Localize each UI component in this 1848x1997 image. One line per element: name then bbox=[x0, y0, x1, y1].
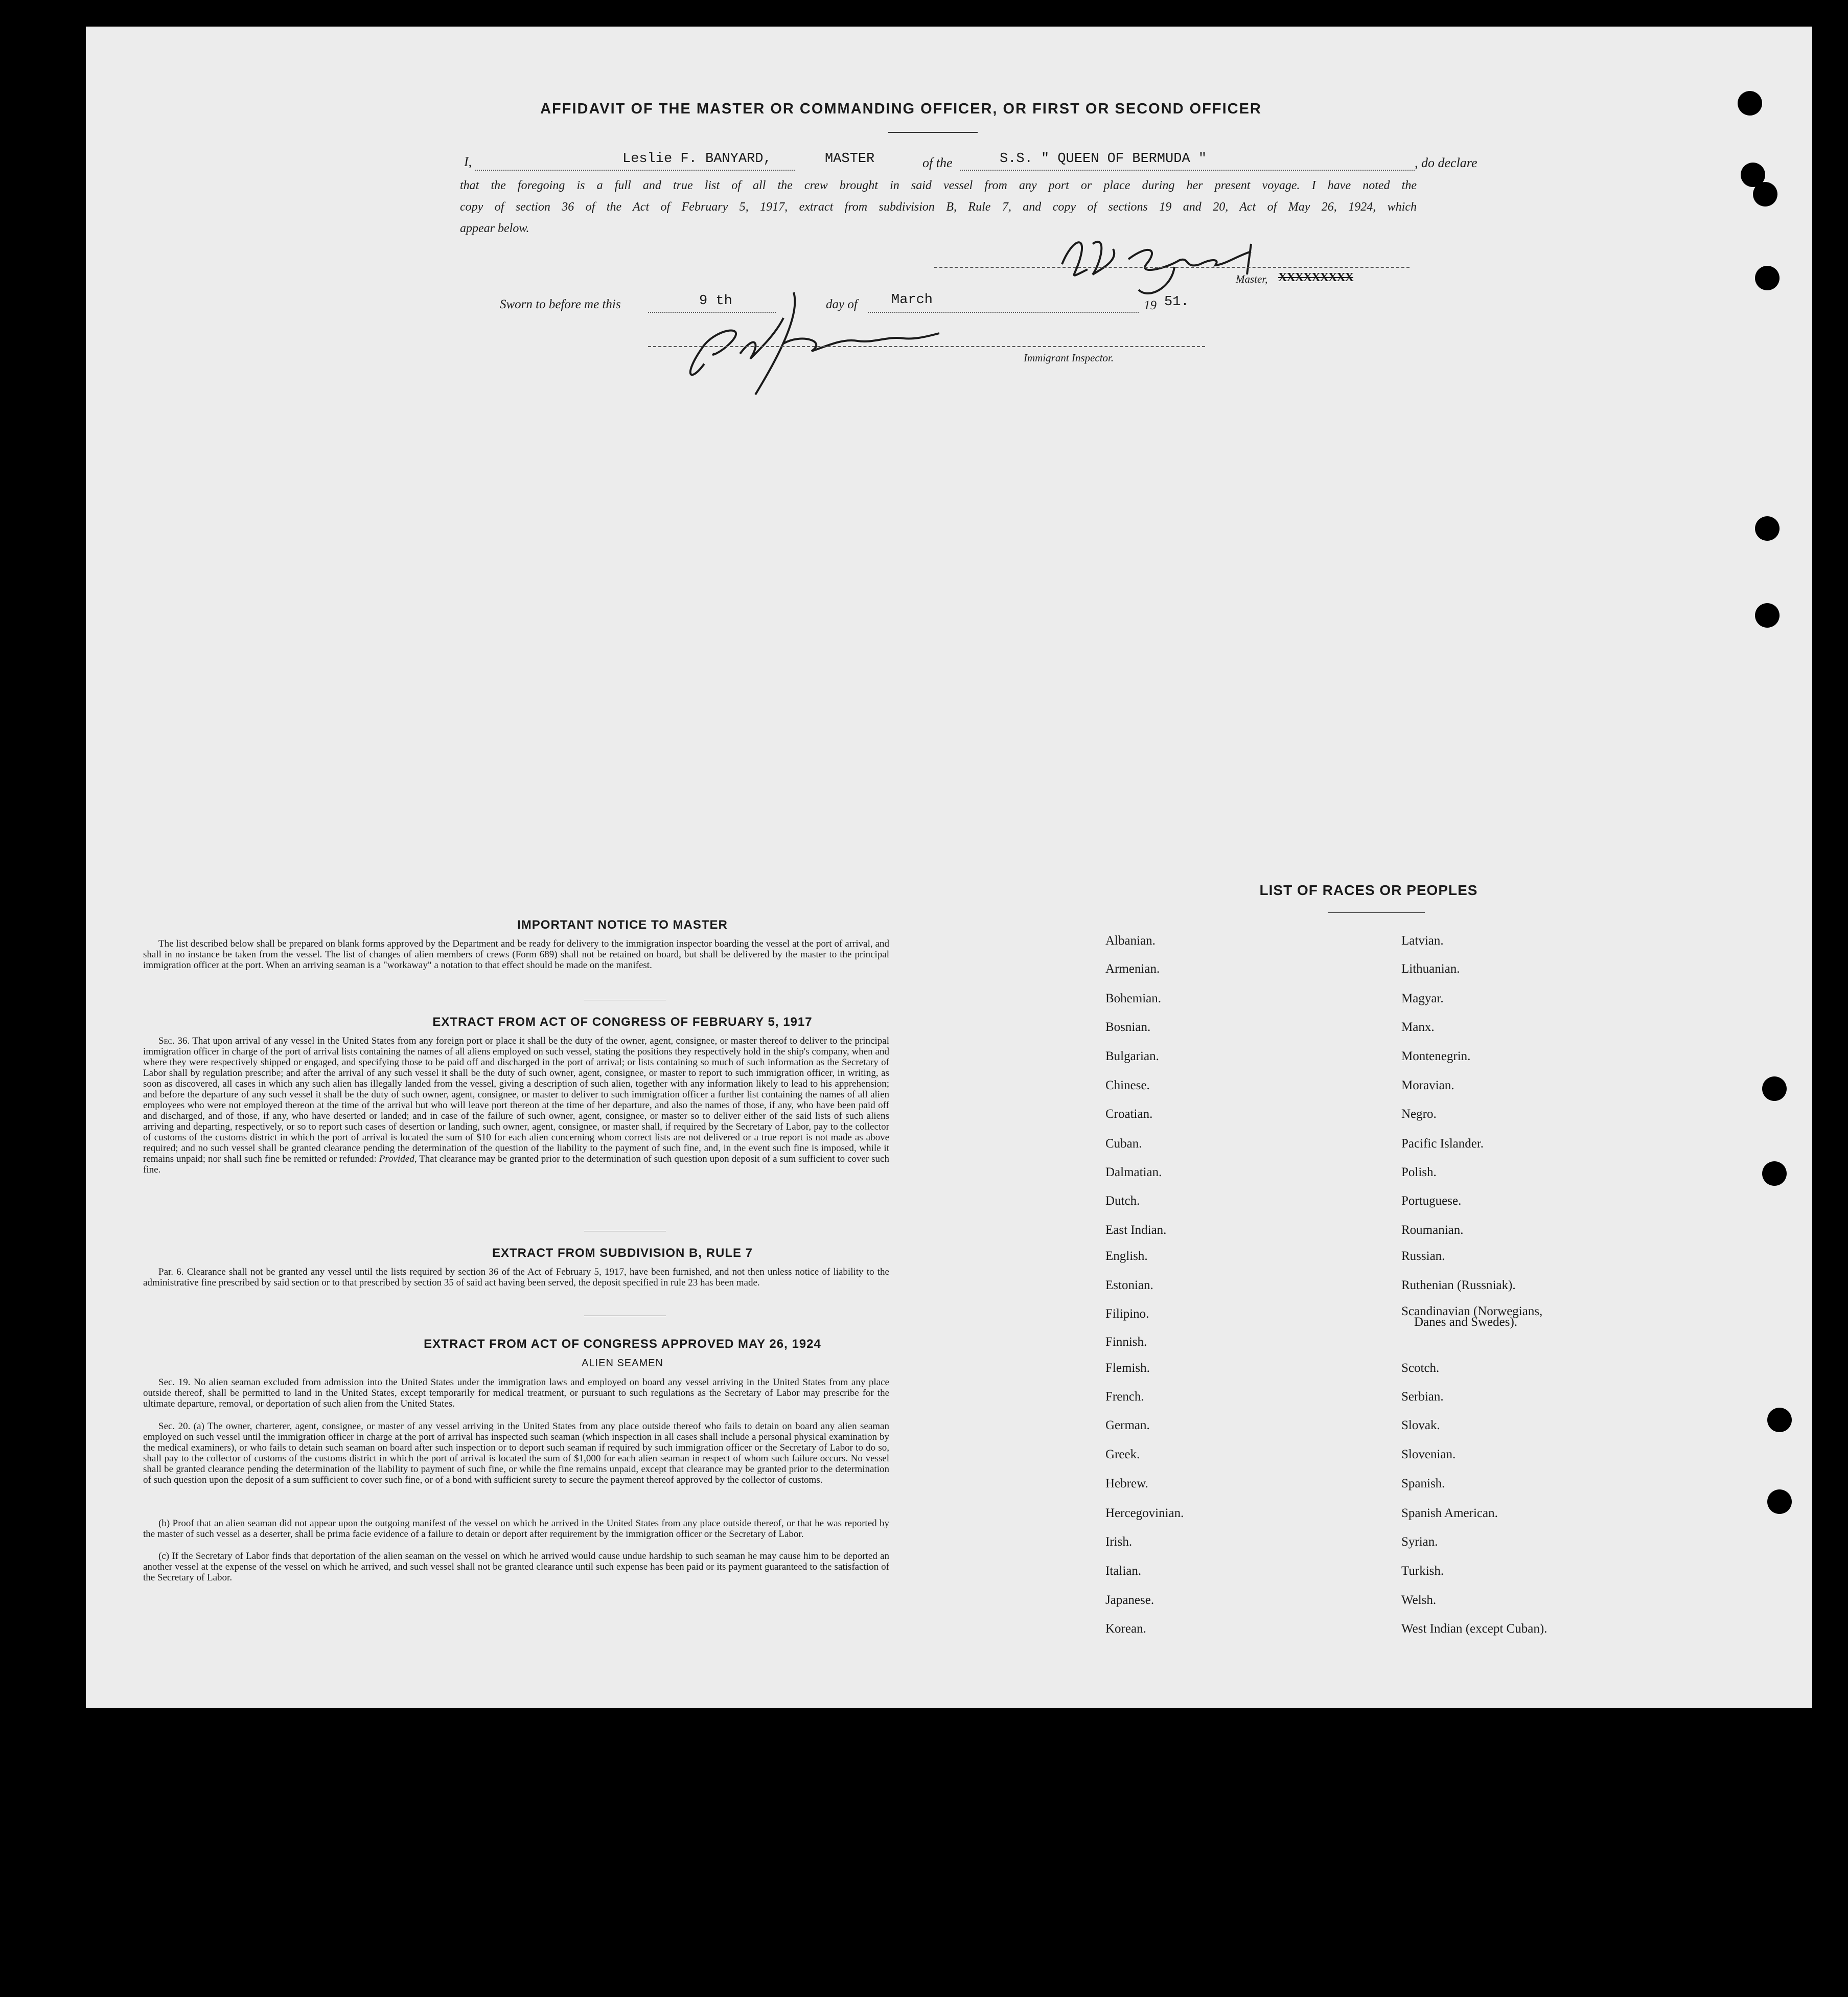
title-rule bbox=[888, 132, 978, 133]
extract-1924-sec20a: Sec. 20. (a) The owner, charterer, agent, consignee, or master of any vessel arriving in the United States from any place outside thereof who fails to detain on board any alien seaman employed on such vessel until the immigration officer in charge at the port of arrival has inspected such seaman (which inspection in all cases shall include a personal physical examination by the medical examiners), or who fails to detain such seaman on board after such inspection or to deport such seaman if required by such immigration officer or the Secretary of Labor to do so, shall pay to the collector of customs of the customs district in which the port of arrival is located the sum of $1,000 for each alien seaman in respect of whom such failure occurs. No vessel shall be granted clearance pending the determination of the liability to payment of such fine, or while the fine remains unpaid, except that clearance may be granted prior to the determination of such question upon the deposit of a sum sufficient to cover such fine, or of a bond with sufficient surety to secure the payment thereof approved by the collector of customs. bbox=[143, 1421, 889, 1485]
binder-hole bbox=[1755, 266, 1780, 290]
race-item: Armenian. bbox=[1105, 962, 1160, 976]
binder-hole bbox=[1767, 1489, 1792, 1514]
race-item: Latvian. bbox=[1401, 934, 1444, 948]
race-item: English. bbox=[1105, 1249, 1148, 1263]
sworn-day: 9 th bbox=[699, 293, 732, 309]
race-item: Bosnian. bbox=[1105, 1020, 1151, 1034]
race-item: Negro. bbox=[1401, 1107, 1437, 1121]
affidavit-line-2: that the foregoing is a full and true list of all the crew brought in said vessel from any port or place during her present voyage. I have noted the bbox=[460, 179, 1417, 192]
master-title: MASTER bbox=[825, 151, 875, 167]
extract-1924-sec19: Sec. 19. No alien seaman excluded from admission into the United States under the immigration laws and employed on board any vessel arriving in the United States from any place outside thereof, shall be permitted to land in the United States, except temporarily for medical treatment, or pursuant to such regulations as the Secretary of Labor may prescribe for the ultimate departure, removal, or deportation of such alien from the United States. bbox=[143, 1377, 889, 1409]
document-page bbox=[86, 27, 1812, 1708]
race-item: Scotch. bbox=[1401, 1361, 1440, 1375]
master-struck: XXXXXXXXX bbox=[1278, 271, 1353, 284]
master-name: Leslie F. BANYARD, bbox=[622, 151, 772, 167]
master-signature-line bbox=[934, 267, 1410, 268]
binder-hole bbox=[1753, 182, 1777, 206]
extract-1917-text: That upon arrival of any vessel in the United States from any foreign port or place it shall be the duty of the owner, agent, consignee, or master thereof to deliver to the principal immigration officer in charge of the port of arrival lists containing the names of all aliens employed on such vessel, stating the positions they respectively hold in the ship's company, when and where they were respectively shipped or engaged, and specifying those to be paid off and discharged in the port of arrival; or lists containing so much of such information as the Secretary of Labor shall by regulation prescribe; and after the arrival of any such vessel it shall be the duty of such owner, agent, consignee, or master to report to such immigration officer, in writing, as soon as discovered, all cases in which any such alien has illegally landed from the vessel, giving a description of such alien, together with any information likely to lead to his apprehension; and before the departure of any such vessel it shall be the duty of such owner, agent, consignee, or master to deliver to such immigration officer a further list containing the names of all alien employees who were not employed thereon at the time of the arrival but who will leave port thereon at the time of her departure, and also the names of those, if any, who have been paid off and discharged, and of those, if any, who have deserted or landed; and in case of the failure of such owner, agent, consignee, or master so to deliver either of the said lists of such aliens arriving and departing, respectively, or so to report such cases of desertion or landing, such owner, agent, consignee, or master shall, if required by the Secretary of Labor, pay to the collector of customs of the customs district in which the port of arrival is located the sum of $10 for each alien concerning whom correct lists are not delivered or a true report is not made as above required; and no such vessel shall be granted clearance pending the determination of the question of the liability to the payment of such fine, and, in the event such fine is imposed, while it remains unpaid; nor shall such fine be remitted or refunded: bbox=[143, 1036, 889, 1164]
extract-1917-tail: That clearance may be granted prior to the determination of such question upon deposit of a sum sufficient to cover such fine. bbox=[143, 1154, 889, 1175]
race-item: Polish. bbox=[1401, 1165, 1437, 1179]
race-item: Lithuanian. bbox=[1401, 962, 1460, 976]
do-declare-label: , do declare bbox=[1415, 155, 1477, 170]
binder-hole bbox=[1762, 1076, 1787, 1101]
race-item: Ruthenian (Russniak). bbox=[1401, 1278, 1516, 1292]
notice-body: The list described below shall be prepared on blank forms approved by the Department and be ready for delivery to the immigration inspector boarding the vessel at the port of arrival, and shall in no instance be taken from the vessel. The list of changes of alien members of crews (Form 689) shall not be retained on board, but shall be delivered by the master to the principal immigration officer at the port. When an arriving seaman is a "workaway" a notation to that effect should be made on the manifest. bbox=[143, 938, 889, 971]
race-item: Irish. bbox=[1105, 1535, 1133, 1549]
race-item: Welsh. bbox=[1401, 1593, 1437, 1607]
race-item: Manx. bbox=[1401, 1020, 1435, 1034]
race-item: Dalmatian. bbox=[1105, 1165, 1162, 1179]
race-item: Scandinavian (Norwegians, bbox=[1401, 1304, 1543, 1318]
sworn-label: Sworn to before me this bbox=[500, 297, 621, 311]
race-item: Bulgarian. bbox=[1105, 1049, 1159, 1063]
race-item: Hercegovinian. bbox=[1105, 1506, 1184, 1520]
race-item: Spanish American. bbox=[1401, 1506, 1498, 1520]
race-item: Croatian. bbox=[1105, 1107, 1153, 1121]
name-line bbox=[475, 170, 795, 171]
extract-1917-sec: Sec. 36. bbox=[158, 1036, 190, 1046]
race-item: Chinese. bbox=[1105, 1078, 1150, 1092]
affidavit-title: AFFIDAVIT OF THE MASTER OR COMMANDING OFFICER, OR FIRST OR SECOND OFFICER bbox=[540, 101, 1262, 117]
race-right-extra: Danes and Swedes). bbox=[1414, 1315, 1518, 1329]
race-item: Estonian. bbox=[1105, 1278, 1153, 1292]
inspector-caption: Immigrant Inspector. bbox=[1024, 352, 1114, 364]
subdivision-body: Par. 6. Clearance shall not be granted any vessel until the lists required by section 36 of the Act of February 5, 1917, have been furnished, and not then unless notice of liability to the administrative fine prescribed by said section or to that prescribed by section 35 of said act having been served, the deposit specified in rule 23 has been made. bbox=[143, 1267, 889, 1288]
extract-1924-subtitle: ALIEN SEAMEN bbox=[582, 1358, 663, 1369]
race-item: German. bbox=[1105, 1418, 1150, 1432]
vessel-name: S.S. " QUEEN OF BERMUDA " bbox=[1000, 151, 1207, 167]
races-title: LIST OF RACES OR PEOPLES bbox=[1259, 882, 1478, 898]
race-item: Russian. bbox=[1401, 1249, 1445, 1263]
binder-hole bbox=[1755, 603, 1780, 628]
race-item: Portuguese. bbox=[1401, 1194, 1462, 1208]
binder-hole bbox=[1762, 1161, 1787, 1186]
of-the-label: of the bbox=[922, 155, 953, 170]
race-item: Slovenian. bbox=[1401, 1448, 1456, 1461]
race-item: Greek. bbox=[1105, 1448, 1140, 1461]
race-item: Finnish. bbox=[1105, 1335, 1147, 1349]
affidavit-line-4: appear below. bbox=[460, 222, 529, 235]
vessel-line bbox=[960, 170, 1415, 171]
extract-1924-sec20b: (b) Proof that an alien seaman did not appear upon the outgoing manifest of the vessel on which he arrived in the United States from any place outside thereof, or that he was reported by the master of such vessel as a deserter, shall be prima facie evidence of a failure to detain or deport after requirement by the immigration officer or the Secretary of Labor. bbox=[143, 1518, 889, 1540]
binder-hole bbox=[1738, 91, 1762, 116]
race-item: Spanish. bbox=[1401, 1477, 1445, 1490]
inspector-signature bbox=[674, 287, 960, 400]
race-item: Slovak. bbox=[1401, 1418, 1440, 1432]
race-item: Cuban. bbox=[1105, 1137, 1142, 1151]
race-item: Japanese. bbox=[1105, 1593, 1154, 1607]
race-item: Italian. bbox=[1105, 1564, 1142, 1578]
race-item: Dutch. bbox=[1105, 1194, 1140, 1208]
race-item: Hebrew. bbox=[1105, 1477, 1148, 1490]
race-item: Syrian. bbox=[1401, 1535, 1438, 1549]
race-item: East Indian. bbox=[1105, 1223, 1167, 1237]
notice-title: IMPORTANT NOTICE TO MASTER bbox=[517, 918, 728, 932]
affidavit-i-label: I, bbox=[464, 154, 472, 169]
extract-1924-title: EXTRACT FROM ACT OF CONGRESS APPROVED MAY 26, 1924 bbox=[424, 1337, 821, 1351]
affidavit-line-3: copy of section 36 of the Act of February 5, 1917, extract from subdivision B, Rule 7, and copy of sections 19 and 20, Act of May 26, 1924, which bbox=[460, 200, 1417, 214]
races-rule bbox=[1328, 912, 1425, 913]
day-of-label: day of bbox=[826, 297, 858, 311]
extract-1917-title: EXTRACT FROM ACT OF CONGRESS OF FEBRUARY 5, 1917 bbox=[432, 1015, 813, 1029]
binder-hole bbox=[1767, 1408, 1792, 1432]
race-item: Roumanian. bbox=[1401, 1223, 1464, 1237]
race-item: Serbian. bbox=[1401, 1390, 1444, 1404]
race-item: Korean. bbox=[1105, 1622, 1146, 1636]
subdivision-title: EXTRACT FROM SUBDIVISION B, RULE 7 bbox=[492, 1246, 753, 1260]
binder-hole bbox=[1755, 516, 1780, 541]
master-caption: Master, bbox=[1236, 273, 1268, 285]
year-suffix: 51. bbox=[1164, 294, 1189, 310]
race-item: Turkish. bbox=[1401, 1564, 1444, 1578]
extract-1917-provided: Provided, bbox=[379, 1154, 417, 1164]
sworn-month: March bbox=[891, 292, 933, 308]
year-prefix: 19 bbox=[1144, 299, 1157, 312]
race-item: Filipino. bbox=[1105, 1307, 1149, 1321]
race-item: French. bbox=[1105, 1390, 1144, 1404]
race-item: Bohemian. bbox=[1105, 992, 1162, 1005]
race-item: Albanian. bbox=[1105, 934, 1156, 948]
inspector-signature-line bbox=[648, 346, 1205, 347]
race-item: Flemish. bbox=[1105, 1361, 1150, 1375]
race-item: Pacific Islander. bbox=[1401, 1137, 1484, 1151]
extract-1924-sec20c: (c) If the Secretary of Labor finds that deportation of the alien seaman on the vessel on which he arrived would cause undue hardship to such seaman he may cause him to be deported an another vessel at the expense of the vessel on which he arrived, and such vessel shall not be granted clearance until such expense has been paid or its payment guaranteed to the satisfaction of the Secretary of Labor. bbox=[143, 1551, 889, 1583]
race-item: West Indian (except Cuban). bbox=[1401, 1622, 1547, 1636]
race-item: Montenegrin. bbox=[1401, 1049, 1471, 1063]
race-item: Magyar. bbox=[1401, 992, 1444, 1005]
extract-1917-body bbox=[143, 1036, 889, 1175]
race-item: Moravian. bbox=[1401, 1078, 1454, 1092]
